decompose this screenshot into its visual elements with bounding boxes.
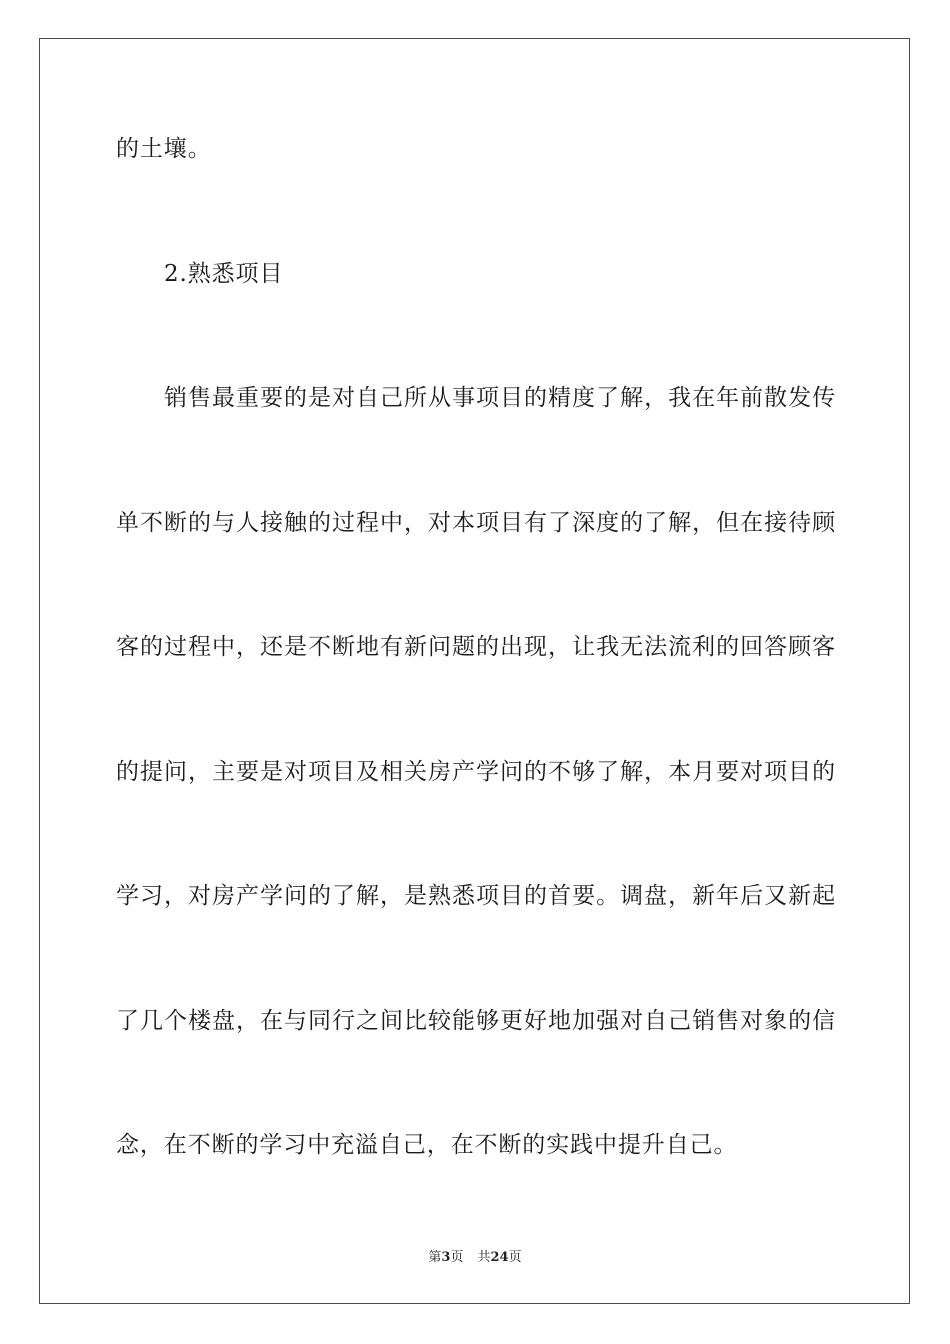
body-line-7: 学习，对房产学问的了解，是熟悉项目的首要。调盘，新年后又新起 [116,883,836,909]
footer-total-prefix: 共 [477,1250,491,1265]
footer-total-suffix: 页 [508,1250,522,1265]
body-line-3: 销售最重要的是对自己所从事项目的精度了解，我在年前散发传 [164,385,836,411]
body-line-9: 念，在不断的学习中充溢自己，在不断的实践中提升自己。 [116,1132,738,1158]
body-line-4: 单不断的与人接触的过程中，对本项目有了深度的了解，但在接待顾 [116,510,836,536]
body-line-6: 的提问，主要是对项目及相关房产学问的不够了解，本月要对项目的 [116,759,836,785]
page-frame [39,38,910,1304]
page-footer [0,1246,950,1265]
body-line-5: 客的过程中，还是不断地有新问题的出现，让我无法流利的回答顾客 [116,634,836,660]
section-heading: 2.熟悉项目 [164,261,284,287]
body-line-1: 的土壤。 [116,136,212,162]
footer-total-pages: 24 [490,1250,509,1265]
footer-page-suffix: 页 [450,1250,464,1265]
footer-page-number: 3 [441,1250,451,1265]
footer-page-prefix: 第 [428,1250,442,1265]
body-line-8: 了几个楼盘，在与同行之间比较能够更好地加强对自己销售对象的信 [116,1008,836,1034]
